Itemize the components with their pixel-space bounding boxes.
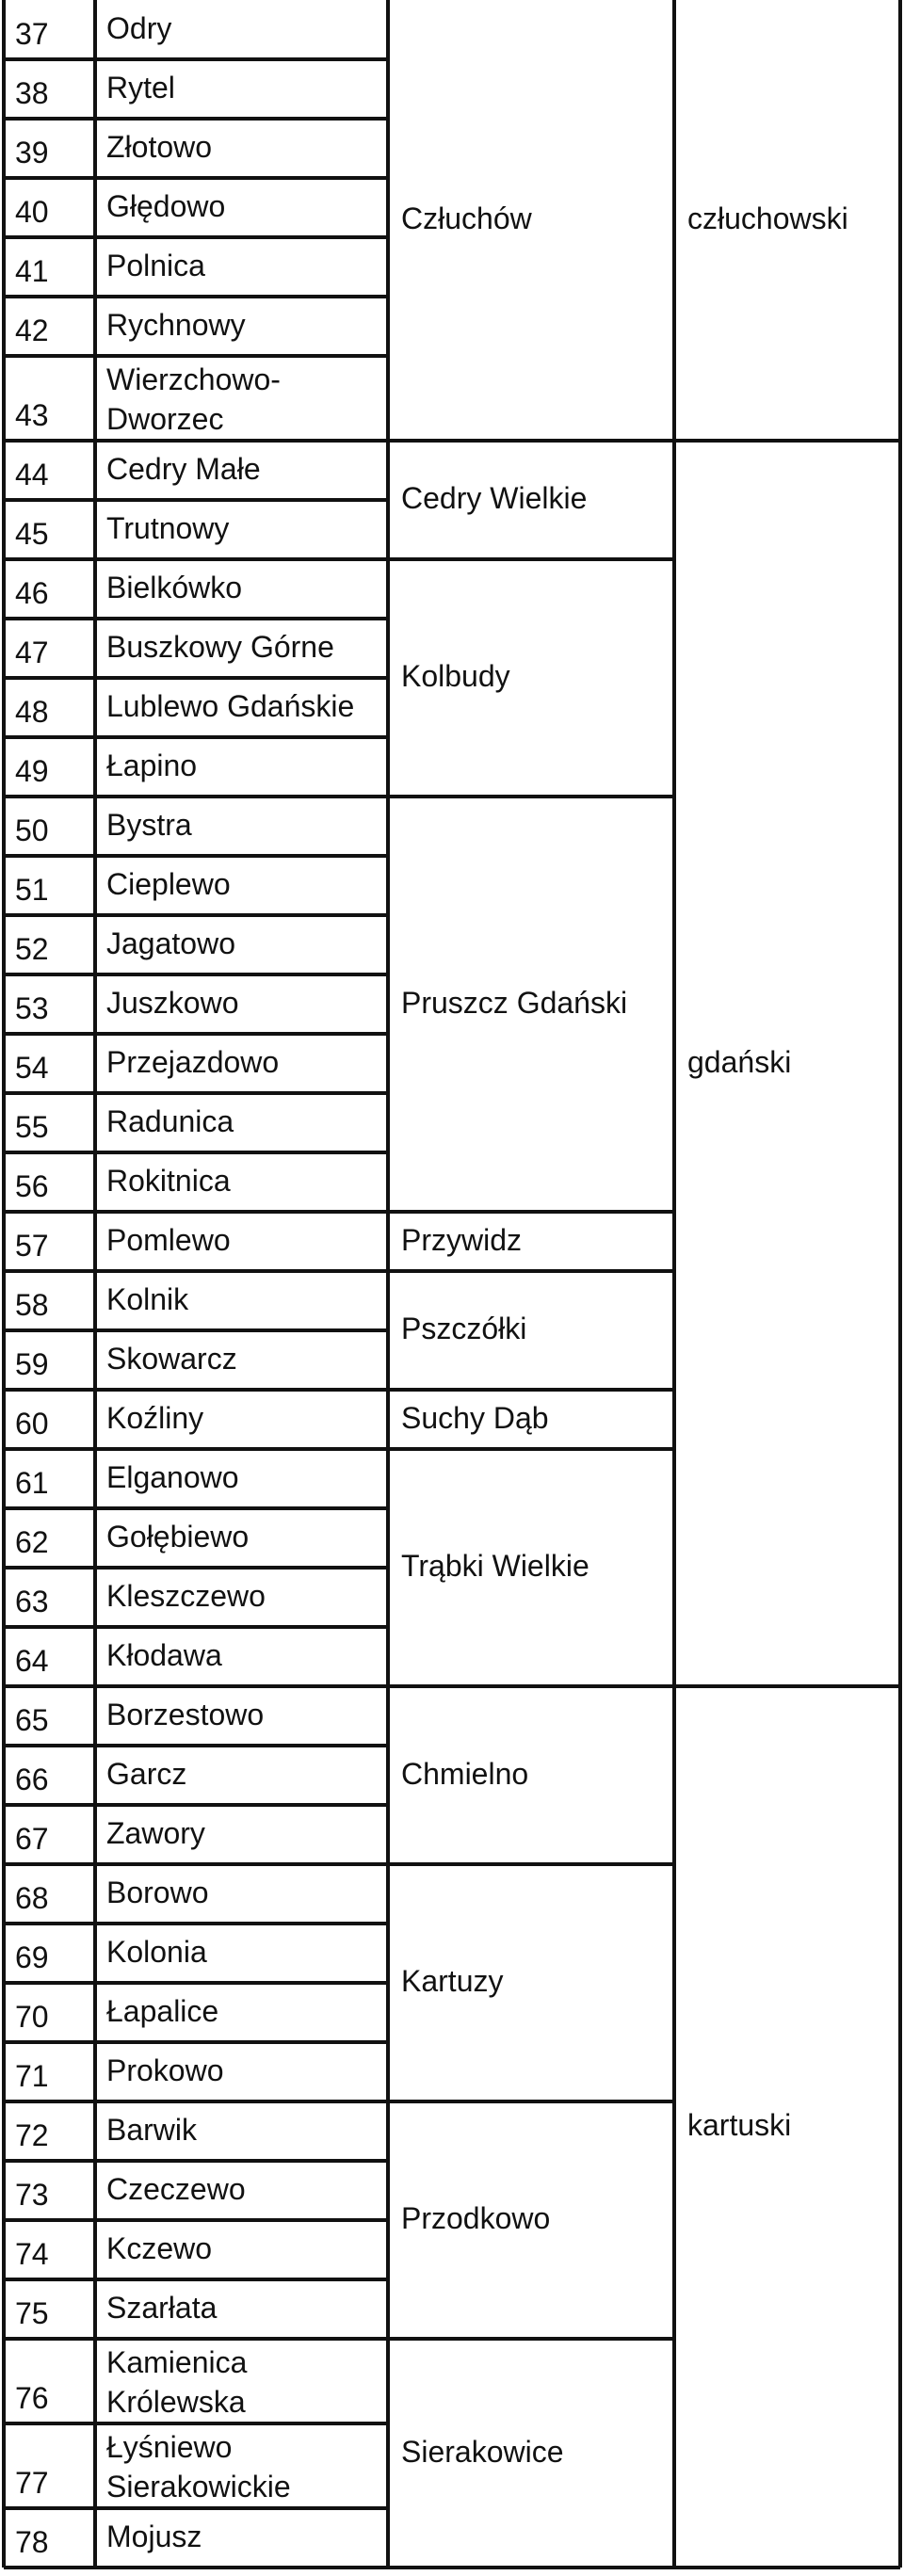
grid-line-horizontal	[388, 1388, 674, 1392]
municipality-name: Kolbudy	[401, 659, 510, 693]
row-number: 78	[15, 2525, 49, 2559]
grid-line-horizontal	[4, 1625, 388, 1629]
grid-line-horizontal	[4, 1328, 388, 1332]
grid-line-horizontal	[4, 295, 388, 298]
grid-line-horizontal	[4, 1447, 388, 1451]
municipality-name: Chmielno	[401, 1756, 529, 1791]
grid-line-horizontal	[4, 1151, 388, 1154]
row-number: 74	[15, 2237, 49, 2271]
village-name: Głędowo	[106, 188, 226, 223]
village-name: Zawory	[106, 1815, 205, 1850]
grid-line-horizontal	[4, 2422, 388, 2425]
village-name: Rokitnica	[106, 1163, 231, 1198]
row-number: 60	[15, 1407, 49, 1441]
grid-line-horizontal	[4, 1506, 388, 1510]
row-number: 72	[15, 2118, 49, 2152]
grid-line-horizontal	[388, 1684, 674, 1688]
row-number: 51	[15, 873, 49, 907]
grid-line-horizontal	[388, 795, 674, 798]
row-number: 56	[15, 1169, 49, 1203]
village-name: Buszkowy Górne	[106, 629, 334, 664]
municipality-name: Człuchów	[401, 201, 532, 235]
grid-line-horizontal	[4, 1566, 388, 1570]
grid-line-horizontal	[4, 2100, 388, 2103]
grid-line-horizontal	[4, 498, 388, 502]
municipality-name: Cedry Wielkie	[401, 481, 588, 515]
village-name: Skowarcz	[106, 1341, 237, 1376]
village-name: Odry	[106, 10, 172, 45]
grid-line-horizontal	[4, 2159, 388, 2163]
grid-line-vertical	[93, 0, 97, 2568]
grid-line-horizontal	[4, 2040, 388, 2044]
row-number: 61	[15, 1466, 49, 1500]
village-name: Elganowo	[106, 1459, 239, 1494]
grid-line-horizontal	[4, 1862, 388, 1866]
village-name: Borowo	[106, 1875, 209, 1909]
row-number: 68	[15, 1881, 49, 1915]
village-name: Kolonia	[106, 1934, 207, 1969]
grid-line-horizontal	[4, 2566, 900, 2569]
village-name: Jagatowo	[106, 926, 235, 960]
row-number: 48	[15, 695, 49, 729]
municipality-name: Pruszcz Gdański	[401, 985, 628, 1020]
row-number: 43	[15, 398, 49, 432]
village-name: Gołębiewo	[106, 1519, 250, 1554]
village-name: Bystra	[106, 807, 192, 842]
grid-line-horizontal	[674, 1684, 900, 1688]
row-number: 62	[15, 1525, 49, 1559]
row-number: 44	[15, 458, 49, 491]
grid-line-horizontal	[4, 176, 388, 180]
grid-line-horizontal	[388, 557, 674, 561]
village-name: Barwik	[106, 2112, 198, 2147]
grid-line-horizontal	[388, 1862, 674, 1866]
village-name: Juszkowo	[106, 985, 239, 1020]
village-name: Borzestowo	[106, 1697, 265, 1731]
village-name: Rytel	[106, 70, 175, 105]
row-number: 76	[15, 2381, 49, 2415]
grid-line-horizontal	[388, 2337, 674, 2341]
village-name: Polnica	[106, 248, 205, 282]
county-name: człuchowski	[687, 201, 848, 235]
municipality-name: Trąbki Wielkie	[401, 1549, 589, 1583]
row-number: 58	[15, 1288, 49, 1322]
village-name: Łyśniewo Sierakowickie	[106, 2430, 291, 2504]
row-number: 77	[15, 2466, 49, 2500]
row-number: 50	[15, 813, 49, 847]
row-number: 75	[15, 2296, 49, 2330]
village-name: Przejazdowo	[106, 1044, 280, 1079]
row-number: 40	[15, 195, 49, 229]
grid-line-horizontal	[4, 1803, 388, 1807]
grid-line-horizontal	[4, 1388, 388, 1392]
row-number: 69	[15, 1940, 49, 1974]
grid-line-horizontal	[674, 439, 900, 443]
grid-line-vertical	[898, 0, 902, 2568]
village-name: Kłodawa	[106, 1637, 222, 1672]
grid-line-horizontal	[4, 439, 388, 443]
county-name: kartuski	[687, 2108, 792, 2142]
grid-line-horizontal	[4, 1091, 388, 1095]
grid-line-horizontal	[4, 57, 388, 61]
row-number: 42	[15, 314, 49, 347]
village-name: Cedry Małe	[106, 451, 261, 486]
village-name: Kamienica Królewska	[106, 2345, 248, 2419]
village-name: Szarłata	[106, 2290, 218, 2325]
village-name: Prokowo	[106, 2053, 224, 2087]
grid-line-vertical	[672, 0, 676, 2568]
grid-line-horizontal	[4, 617, 388, 620]
village-name: Koźliny	[106, 1400, 204, 1435]
row-number: 38	[15, 76, 49, 110]
row-number: 52	[15, 932, 49, 966]
row-number: 59	[15, 1347, 49, 1381]
grid-line-vertical	[386, 0, 390, 2568]
row-number: 64	[15, 1644, 49, 1678]
row-number: 46	[15, 576, 49, 610]
grid-line-horizontal	[4, 557, 388, 561]
row-number: 54	[15, 1051, 49, 1085]
grid-line-horizontal	[4, 735, 388, 739]
row-number: 39	[15, 136, 49, 169]
grid-line-horizontal	[4, 1269, 388, 1273]
grid-line-horizontal	[4, 1032, 388, 1036]
village-name: Radunica	[106, 1103, 234, 1138]
grid-line-horizontal	[4, 2278, 388, 2281]
village-name: Mojusz	[106, 2519, 202, 2553]
village-name: Kolnik	[106, 1281, 189, 1316]
row-number: 47	[15, 636, 49, 669]
grid-line-horizontal	[388, 1269, 674, 1273]
grid-line-horizontal	[4, 913, 388, 917]
grid-line-horizontal	[4, 1684, 388, 1688]
village-name: Cieplewo	[106, 866, 231, 901]
municipality-name: Pszczółki	[401, 1312, 527, 1345]
village-name: Kczewo	[106, 2230, 213, 2265]
village-name: Bielkówko	[106, 570, 243, 604]
village-name: Łapalice	[106, 1993, 219, 2028]
grid-line-horizontal	[4, 2506, 388, 2510]
village-name: Pomlewo	[106, 1222, 231, 1257]
row-number: 55	[15, 1110, 49, 1144]
village-name: Łapino	[106, 748, 198, 782]
grid-line-horizontal	[4, 1922, 388, 1925]
village-name: Lublewo Gdańskie	[106, 688, 355, 723]
village-name: Rychnowy	[106, 307, 246, 342]
grid-line-horizontal	[4, 117, 388, 121]
row-number: 57	[15, 1229, 49, 1263]
grid-line-vertical	[2, 0, 6, 2568]
county-name: gdański	[687, 1044, 792, 1079]
row-number: 63	[15, 1585, 49, 1618]
municipality-name: Sierakowice	[401, 2434, 564, 2469]
grid-line-horizontal	[4, 2218, 388, 2222]
row-number: 65	[15, 1703, 49, 1737]
row-number: 73	[15, 2178, 49, 2212]
row-number: 53	[15, 991, 49, 1025]
row-number: 71	[15, 2059, 49, 2093]
grid-line-horizontal	[4, 854, 388, 858]
grid-line-horizontal	[388, 2100, 674, 2103]
municipality-name: Kartuzy	[401, 1964, 504, 1998]
row-number: 37	[15, 17, 49, 51]
row-number: 66	[15, 1763, 49, 1796]
grid-line-horizontal	[4, 973, 388, 976]
village-name: Złotowo	[106, 129, 213, 164]
row-number: 45	[15, 517, 49, 551]
row-number: 67	[15, 1822, 49, 1856]
grid-line-horizontal	[4, 354, 388, 358]
grid-line-horizontal	[4, 1744, 388, 1747]
village-name: Czeczewo	[106, 2171, 246, 2206]
grid-line-horizontal	[4, 2337, 388, 2341]
row-number: 70	[15, 2000, 49, 2034]
row-number: 41	[15, 254, 49, 288]
grid-line-horizontal	[4, 235, 388, 239]
grid-line-horizontal	[4, 795, 388, 798]
grid-line-horizontal	[388, 1210, 674, 1214]
grid-line-horizontal	[4, 676, 388, 680]
village-name: Kleszczewo	[106, 1578, 266, 1613]
municipality-name: Przywidz	[401, 1222, 523, 1257]
village-name: Garcz	[106, 1756, 187, 1791]
municipality-name: Przodkowo	[401, 2201, 551, 2235]
village-name: Wierzchowo- Dworzec	[106, 362, 281, 436]
municipality-name: Suchy Dąb	[401, 1400, 549, 1435]
village-name: Trutnowy	[106, 510, 230, 545]
grid-line-horizontal	[388, 1447, 674, 1451]
row-number: 49	[15, 754, 49, 788]
grid-line-horizontal	[4, 1981, 388, 1985]
grid-line-horizontal	[388, 439, 674, 443]
grid-line-horizontal	[4, 1210, 388, 1214]
